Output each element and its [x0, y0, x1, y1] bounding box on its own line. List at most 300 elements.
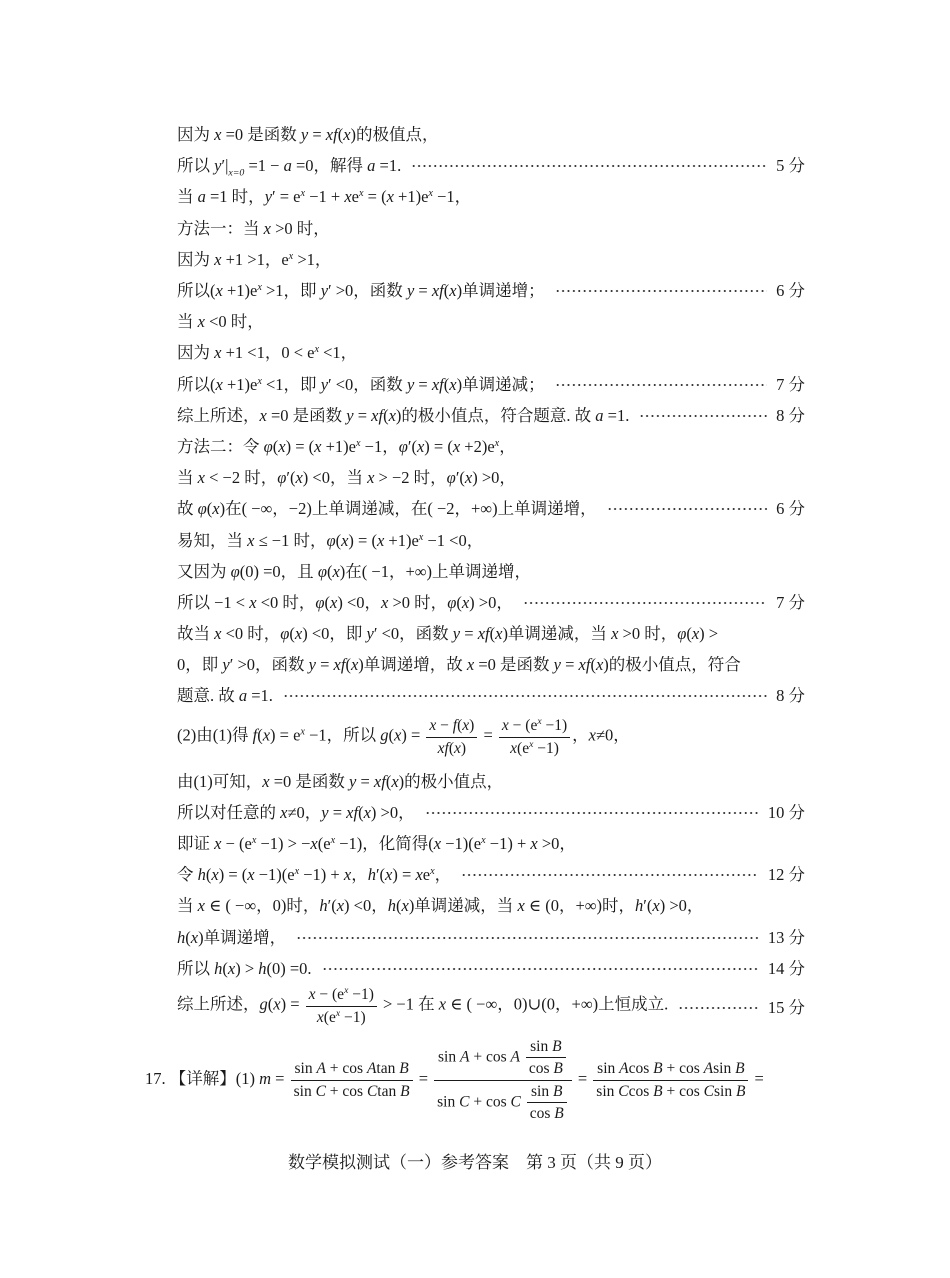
- text-run: sin: [596, 1082, 619, 1100]
- math-variable: x: [308, 986, 316, 1004]
- text-run: >0 时，: [618, 624, 678, 644]
- text-run: sin: [438, 1048, 460, 1066]
- line-content: [145, 1037, 764, 1124]
- math-variable: x: [454, 739, 461, 757]
- superscript: x: [335, 1008, 341, 1020]
- dot-leader: [555, 383, 768, 387]
- answer-line: [177, 273, 805, 304]
- answer-line: [177, 242, 805, 273]
- math-variable: A: [703, 1060, 714, 1078]
- line-content: [177, 768, 503, 792]
- math-variable: h: [197, 865, 206, 885]
- math-variable: y: [214, 156, 222, 176]
- text-run: −1) > −: [256, 834, 311, 854]
- math-variable: x: [247, 865, 255, 885]
- math-variable: x: [588, 725, 596, 745]
- math-variable: xf: [346, 802, 359, 822]
- math-variable: x: [215, 374, 223, 394]
- text-run: sin: [294, 1060, 317, 1078]
- text-run: (: [489, 624, 496, 644]
- fraction-numerator: [526, 1037, 566, 1058]
- text-run: + cos: [325, 1082, 367, 1100]
- text-run: ，: [499, 436, 516, 456]
- text-run: =: [353, 405, 372, 425]
- text-run: =: [328, 802, 347, 822]
- math-variable: x: [214, 343, 222, 363]
- text-run: −1，: [360, 436, 399, 456]
- text-run: 即证: [177, 834, 215, 854]
- fraction: [593, 1059, 748, 1101]
- math-variable: xf: [431, 281, 444, 301]
- text-run: ) >0，: [659, 896, 704, 916]
- text-run: +1)e: [384, 530, 419, 550]
- superscript: x: [314, 344, 319, 356]
- fraction-numerator: [291, 1059, 413, 1080]
- answer-line: [177, 118, 805, 149]
- text-run: >1，即: [261, 281, 321, 301]
- math-variable: x: [449, 281, 457, 301]
- math-variable: B: [400, 1082, 410, 1100]
- text-run: )单调递增；: [456, 281, 545, 301]
- math-variable: x: [332, 561, 340, 581]
- math-variable: x: [190, 927, 199, 947]
- math-variable: a: [595, 405, 604, 425]
- text-run: 易知，当: [177, 530, 248, 550]
- text-run: )在( −∞，−2)上单调递减，在( −2，+∞)上单调递增，: [219, 499, 597, 519]
- answer-line: [177, 920, 805, 951]
- superscript: x: [529, 738, 534, 750]
- text-run: 当: [177, 468, 198, 488]
- math-variable: x: [394, 725, 402, 745]
- text-run: 因为: [177, 125, 215, 145]
- text-run: ) =: [401, 725, 425, 745]
- math-variable: y: [320, 281, 329, 301]
- text-run: +2)e: [460, 436, 495, 456]
- line-content: [177, 183, 471, 207]
- text-run: (: [267, 995, 274, 1015]
- math-variable: x: [449, 374, 457, 394]
- superscript: x: [257, 375, 262, 387]
- text-run: ) >: [699, 624, 719, 644]
- superscript: x: [257, 281, 262, 293]
- text-run: <0 时，: [256, 592, 316, 612]
- math-variable: h: [214, 958, 223, 978]
- text-run: ): [469, 717, 475, 735]
- line-content: [177, 830, 576, 854]
- math-variable: x: [517, 896, 525, 916]
- math-variable: φ: [277, 468, 287, 488]
- math-variable: x: [344, 187, 352, 207]
- text-run: (e: [517, 739, 530, 757]
- superscript: x: [355, 437, 361, 449]
- text-run: ′(: [286, 468, 296, 488]
- answer-line: [177, 523, 805, 554]
- text-run: =1 时，: [205, 187, 265, 207]
- text-run: (: [324, 592, 331, 612]
- answer-line: [177, 764, 805, 795]
- line-content: [177, 277, 545, 301]
- text-run: 因为: [177, 343, 215, 363]
- text-run: ) =: [392, 865, 416, 885]
- text-run: −1): [340, 1008, 366, 1026]
- math-variable: x: [510, 739, 518, 757]
- fraction-denominator: [291, 1081, 413, 1101]
- text-run: cos: [628, 1082, 654, 1100]
- math-variable: x: [462, 717, 470, 735]
- math-variable: φ: [446, 468, 456, 488]
- math-variable: x: [214, 125, 222, 145]
- score-mark: 7 分: [776, 374, 805, 394]
- fraction-numerator: [593, 1059, 748, 1080]
- text-run: ′ <0，函数: [373, 624, 453, 644]
- superscript: x: [481, 834, 486, 846]
- answer-line: [177, 679, 805, 710]
- math-variable: x: [376, 530, 385, 550]
- text-run: 故: [177, 499, 198, 519]
- math-variable: x: [611, 624, 619, 644]
- text-run: ∈ ( −∞，0)∪(0，+∞)上恒成立.: [446, 995, 669, 1015]
- math-variable: x: [263, 218, 271, 238]
- text-run: cos: [528, 1060, 554, 1078]
- text-run: >1，: [293, 249, 332, 269]
- fraction-numerator: [434, 1037, 572, 1081]
- text-run: =: [414, 1069, 433, 1089]
- math-variable: xf: [431, 374, 444, 394]
- math-variable: A: [366, 1060, 377, 1078]
- math-variable: x: [464, 468, 473, 488]
- math-variable: y: [553, 655, 561, 675]
- text-run: <1，: [319, 343, 358, 363]
- text-run: )单调递增，: [198, 927, 287, 947]
- text-run: >0 时，: [388, 592, 448, 612]
- text-run: ′(: [455, 468, 465, 488]
- text-run: +1)e: [393, 187, 429, 207]
- text-run: =: [460, 624, 478, 644]
- math-variable: x: [316, 1008, 324, 1026]
- answer-line: [177, 951, 805, 982]
- dot-leader: [639, 414, 767, 418]
- fraction-denominator: [593, 1081, 748, 1101]
- text-run: 综上所述，: [177, 405, 260, 425]
- math-variable: x: [249, 592, 257, 612]
- text-run: (: [206, 499, 213, 519]
- text-run: (: [345, 655, 351, 675]
- line-content: [177, 955, 312, 979]
- math-variable: φ: [230, 561, 240, 581]
- text-run: =0 是函数: [474, 655, 554, 675]
- fraction: [426, 716, 477, 758]
- math-variable: g: [259, 995, 268, 1015]
- text-run: =: [750, 1069, 764, 1089]
- text-run: <1，即: [261, 374, 321, 394]
- math-variable: x: [214, 249, 222, 269]
- answer-line: [177, 585, 805, 616]
- line-content: [177, 433, 516, 457]
- math-variable: x: [381, 592, 389, 612]
- answer-line: [177, 710, 805, 764]
- line-content: [177, 495, 597, 519]
- text-run: ) = (: [285, 436, 315, 456]
- math-variable: x: [197, 468, 205, 488]
- math-variable: x: [595, 655, 604, 675]
- math-variable: φ: [197, 499, 207, 519]
- text-run: 由(1)可知，: [177, 771, 263, 791]
- text-run: +1)e: [222, 374, 258, 394]
- answer-line: [177, 554, 805, 585]
- text-run: cos: [529, 1105, 555, 1123]
- text-run: ′(: [643, 896, 653, 916]
- text-run: e: [351, 187, 359, 207]
- answer-line: [177, 461, 805, 492]
- text-run: )单调递减；: [456, 374, 545, 394]
- math-variable: C: [366, 1082, 378, 1100]
- text-run: ) = (: [424, 436, 453, 456]
- answer-line: [177, 889, 805, 920]
- dot-leader: [322, 967, 759, 971]
- text-run: −1，: [432, 187, 472, 207]
- text-run: +1 >1，e: [221, 249, 289, 269]
- answer-line: [177, 336, 805, 367]
- math-variable: xf: [333, 655, 346, 675]
- text-run: 因为: [177, 249, 215, 269]
- math-variable: x: [691, 624, 700, 644]
- score-mark: 8 分: [776, 405, 805, 425]
- math-variable: φ: [263, 436, 273, 456]
- dot-leader: [523, 601, 767, 605]
- text-run: −1)，化简得(: [335, 834, 434, 854]
- math-variable: B: [653, 1060, 663, 1078]
- math-variable: x: [438, 995, 447, 1015]
- math-variable: x: [388, 405, 396, 425]
- text-run: −1 +: [305, 187, 345, 207]
- superscript: x: [294, 866, 300, 878]
- text-run: ′(: [327, 896, 337, 916]
- text-run: sin: [713, 1082, 736, 1100]
- math-variable: x: [314, 436, 322, 456]
- line-content: [177, 402, 629, 426]
- text-run: (: [443, 281, 450, 301]
- text-run: ): [460, 739, 467, 757]
- math-variable: B: [653, 1082, 663, 1100]
- text-run: (: [185, 927, 191, 947]
- math-variable: x: [214, 834, 222, 854]
- fraction-numerator: [306, 985, 377, 1006]
- text-run: −1 <0，: [423, 530, 484, 550]
- math-variable: xf: [477, 624, 490, 644]
- text-run: 17. 【详解】(1): [145, 1069, 260, 1089]
- text-run: )的极值点，: [350, 125, 439, 145]
- text-run: (e: [317, 834, 331, 854]
- score-mark: 10 分: [767, 802, 805, 822]
- text-run: −1) +: [299, 865, 344, 885]
- line-content: [177, 558, 531, 582]
- math-variable: f: [452, 717, 458, 735]
- answer-line: [177, 367, 805, 398]
- math-variable: x: [262, 771, 270, 791]
- text-run: < −2 时，: [204, 468, 278, 488]
- math-variable: φ: [326, 530, 336, 550]
- math-variable: x: [197, 312, 205, 332]
- superscript: x: [330, 834, 336, 846]
- answer-line: [177, 858, 805, 889]
- math-variable: x: [433, 834, 442, 854]
- math-variable: x: [330, 592, 338, 612]
- text-run: 当: [177, 187, 198, 207]
- superscript: x: [300, 188, 306, 200]
- math-variable: φ: [280, 624, 290, 644]
- text-run: ) >: [235, 958, 259, 978]
- line-content: [177, 985, 668, 1027]
- math-variable: C: [703, 1082, 714, 1100]
- text-run: 当: [177, 312, 198, 332]
- math-variable: h: [258, 958, 267, 978]
- text-run: ) >0，: [472, 468, 516, 488]
- line-content: [177, 620, 718, 644]
- text-run: (0) =0，且: [239, 561, 318, 581]
- math-variable: x: [415, 865, 423, 885]
- text-run: =: [315, 655, 334, 675]
- math-variable: B: [735, 1060, 745, 1078]
- math-variable: C: [510, 1093, 521, 1111]
- math-variable: a: [367, 156, 376, 176]
- math-variable: x: [429, 717, 437, 735]
- math-variable: h: [319, 896, 328, 916]
- math-variable: B: [552, 1038, 562, 1056]
- text-run: (: [385, 771, 392, 791]
- text-run: (e: [323, 1008, 336, 1026]
- math-variable: φ: [677, 624, 687, 644]
- math-variable: xf: [373, 771, 386, 791]
- math-variable: A: [619, 1060, 629, 1078]
- text-run: )单调递减，当: [502, 624, 612, 644]
- answer-line: [177, 305, 805, 336]
- answer-line: [177, 180, 805, 211]
- math-variable: x: [262, 725, 271, 745]
- text-run: sin: [530, 1038, 553, 1056]
- text-run: (0) =0.: [266, 958, 312, 978]
- fraction-denominator: [426, 738, 477, 758]
- text-run: ) >0，: [469, 592, 513, 612]
- superscript: x: [288, 250, 294, 262]
- fraction: [434, 1037, 572, 1124]
- text-run: −1) +: [485, 834, 531, 854]
- math-variable: C: [315, 1082, 326, 1100]
- math-variable: x: [386, 187, 394, 207]
- text-run: (: [205, 865, 212, 885]
- score-mark: 14 分: [767, 958, 805, 978]
- score-mark: 6 分: [776, 281, 805, 301]
- line-content: [177, 924, 286, 948]
- text-run: (: [443, 374, 450, 394]
- math-variable: x: [461, 592, 470, 612]
- math-variable: y: [300, 125, 309, 145]
- dot-leader: [678, 1006, 759, 1010]
- text-run: sin: [293, 1082, 316, 1100]
- text-run: 令: [177, 865, 198, 885]
- fraction-denominator: [527, 1103, 567, 1123]
- math-variable: x: [652, 896, 660, 916]
- text-run: (: [358, 802, 364, 822]
- text-run: +1)e: [222, 281, 258, 301]
- text-run: (: [222, 958, 228, 978]
- text-run: 所以(: [177, 374, 216, 394]
- text-run: (: [289, 624, 295, 644]
- math-variable: y: [406, 281, 415, 301]
- fraction: [499, 716, 570, 758]
- text-run: ′|: [221, 156, 229, 176]
- math-variable: x: [273, 995, 281, 1015]
- text-run: (: [395, 896, 402, 916]
- fraction-denominator: [434, 1081, 572, 1124]
- text-run: −1): [533, 739, 559, 757]
- dot-leader: [411, 164, 767, 168]
- text-run: 故当: [177, 624, 215, 644]
- dot-leader: [555, 289, 768, 293]
- math-variable: x: [343, 865, 352, 885]
- text-run: ∈ ( −∞，0)时，: [204, 896, 320, 916]
- math-variable: B: [554, 1105, 564, 1123]
- text-run: + cos: [469, 1048, 511, 1066]
- text-run: (: [337, 125, 344, 145]
- text-run: sin: [597, 1060, 620, 1078]
- text-run: ) = (: [348, 530, 377, 550]
- math-variable: y: [366, 624, 374, 644]
- text-run: =: [356, 771, 374, 791]
- math-variable: C: [618, 1082, 629, 1100]
- text-run: (: [335, 530, 342, 550]
- text-run: ) <0，即: [302, 624, 367, 644]
- answer-line: [177, 398, 805, 429]
- text-run: 0，即: [177, 655, 223, 675]
- math-variable: x: [495, 624, 503, 644]
- math-variable: C: [459, 1093, 470, 1111]
- dot-leader: [607, 507, 768, 511]
- math-variable: a: [238, 686, 248, 706]
- math-variable: φ: [447, 592, 457, 612]
- math-variable: x: [295, 468, 303, 488]
- score-mark: 15 分: [767, 998, 805, 1018]
- math-variable: x: [367, 468, 375, 488]
- line-content: [177, 651, 741, 675]
- dot-leader: [461, 873, 759, 877]
- text-run: (: [326, 561, 333, 581]
- fraction: [526, 1037, 566, 1079]
- text-run: > −2 时，: [374, 468, 447, 488]
- text-run: =1 −: [244, 156, 284, 176]
- math-variable: x: [294, 624, 303, 644]
- math-variable: x: [247, 530, 255, 550]
- math-variable: φ: [315, 592, 325, 612]
- text-run: 方法二：令: [177, 436, 264, 456]
- math-variable: x: [350, 655, 359, 675]
- text-run: )的极小值点，符合: [603, 655, 741, 675]
- text-run: =: [573, 1069, 592, 1089]
- dot-leader: [283, 694, 767, 698]
- text-run: 综上所述，: [177, 995, 260, 1015]
- math-variable: x: [391, 771, 399, 791]
- fraction-numerator: [426, 716, 477, 737]
- text-run: −1，所以: [304, 725, 381, 745]
- subscript: x=0: [228, 167, 245, 179]
- text-run: )的极小值点，: [398, 771, 504, 791]
- text-run: 方法一：当: [177, 218, 264, 238]
- text-run: + cos: [662, 1082, 704, 1100]
- math-variable: xf: [578, 655, 591, 675]
- score-mark: 13 分: [767, 927, 805, 947]
- fraction-denominator: [526, 1058, 566, 1078]
- line-content: [177, 246, 331, 270]
- text-run: [521, 1093, 525, 1110]
